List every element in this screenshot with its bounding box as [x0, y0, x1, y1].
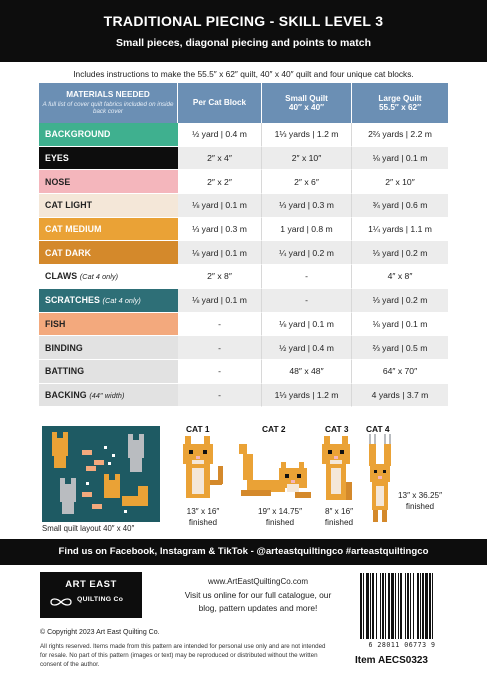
material-small-amount: -: [262, 265, 352, 289]
material-label: CAT DARK: [45, 247, 92, 258]
cat-2-icon: [235, 436, 317, 500]
material-label: FISH: [45, 318, 66, 329]
material-label: CAT LIGHT: [45, 200, 93, 211]
materials-row: [39, 194, 448, 218]
materials-row: [39, 360, 448, 384]
cat-4-size: [388, 490, 452, 512]
material-name: [39, 336, 178, 360]
material-large-amount: 2⅔ yards | 2.2 m: [352, 123, 448, 147]
small-quilt-header: [262, 83, 352, 123]
material-name: [39, 194, 178, 218]
cat-3-size: [318, 506, 360, 528]
cat-2-label: CAT 2: [262, 424, 286, 434]
materials-header-row: [39, 83, 448, 123]
cat-1-size: [175, 506, 231, 528]
large-quilt-size: 55.5″ x 62″: [379, 103, 421, 112]
cat-1-finished: finished: [188, 518, 218, 528]
materials-table: [39, 83, 448, 407]
material-per-amount: 2″ x 8″: [178, 265, 262, 289]
cat-1-label: CAT 1: [186, 424, 210, 434]
materials-row: [39, 384, 448, 408]
cat-3-label: CAT 3: [325, 424, 349, 434]
material-name: [39, 265, 178, 289]
material-small-amount: ½ yard | 0.4 m: [262, 336, 352, 360]
material-small-amount: 1⅓ yards | 1.2 m: [262, 123, 352, 147]
material-per-amount: -: [178, 360, 262, 384]
website-line-2: blog, pattern updates and more!: [198, 603, 318, 614]
material-per-amount: ⅛ yard | 0.1 m: [178, 289, 262, 313]
website-link[interactable]: www.ArtEastQuiltingCo.com: [207, 577, 309, 586]
cat-4-label: CAT 4: [366, 424, 390, 434]
materials-row: [39, 218, 448, 242]
material-large-amount: 4″ x 8″: [352, 265, 448, 289]
small-quilt-layout-image: [42, 426, 160, 522]
cat-3-dimensions: 8″ x 16″: [324, 507, 354, 516]
material-large-amount: 2″ x 10″: [352, 170, 448, 194]
materials-row: [39, 289, 448, 313]
logo-line-2: QUILTING Co: [77, 596, 124, 603]
material-label: SCRATCHES: [45, 295, 100, 306]
material-label: EYES: [45, 153, 69, 164]
material-large-amount: 4 yards | 3.7 m: [352, 384, 448, 408]
material-name: [39, 313, 178, 337]
material-large-amount: ¾ yard | 0.6 m: [352, 194, 448, 218]
logo-line-1: ART EAST: [65, 579, 117, 590]
quilt-layout-icon: [42, 426, 160, 522]
material-per-amount: ⅛ yard | 0.1 m: [178, 241, 262, 265]
cat-4-icon: [364, 434, 396, 526]
material-label: BACKING: [45, 389, 87, 400]
material-large-amount: ⅛ yard | 0.1 m: [352, 313, 448, 337]
material-name: [39, 360, 178, 384]
materials-row: [39, 336, 448, 360]
material-large-amount: 1¼ yards | 1.1 m: [352, 218, 448, 242]
barcode-icon: [358, 573, 448, 641]
material-large-amount: ⅔ yard | 0.5 m: [352, 336, 448, 360]
logo-infinity-icon: [48, 597, 74, 607]
material-per-amount: ⅛ yard | 0.1 m: [178, 194, 262, 218]
material-large-amount: ⅛ yard | 0.1 m: [352, 147, 448, 171]
materials-row: [39, 123, 448, 147]
cat-2-size: [245, 506, 315, 528]
material-name: [39, 218, 178, 242]
material-per-amount: 2″ x 2″: [178, 170, 262, 194]
quilt-layout-caption: Small quilt layout 40″ x 40″: [42, 524, 135, 533]
material-label: NOSE: [45, 176, 71, 187]
barcode-number: 6 28011 06773 9: [368, 641, 436, 649]
materials-row: [39, 265, 448, 289]
copyright-text: © Copyright 2023 Art East Quilting Co.: [40, 629, 160, 636]
material-small-amount: 2″ x 6″: [262, 170, 352, 194]
materials-row: [39, 241, 448, 265]
materials-header-label: MATERIALS NEEDED: [66, 90, 150, 100]
material-per-amount: -: [178, 336, 262, 360]
pattern-title: TRADITIONAL PIECING - SKILL LEVEL 3: [103, 13, 384, 29]
material-note: (44″ width): [89, 390, 125, 400]
material-name: [39, 289, 178, 313]
cat-3-icon: [320, 436, 356, 502]
materials-row: [39, 147, 448, 171]
rights-text: All rights reserved. Items made from this pattern are intended for personal use only and are not intended for resale. No part of this pattern (images or text) may be reproduced or distributed without the written consent of the author.: [40, 643, 326, 668]
material-name: [39, 384, 178, 408]
intro-text: Includes instructions to make the 55.5″ x 62″ quilt, 40″ x 40″ quilt and four unique cat blocks.: [73, 69, 414, 79]
website-line-1: Visit us online for our full catalogue, our: [184, 589, 332, 600]
cat-2-dimensions: 19″ x 14.75″: [257, 507, 303, 516]
material-label: BATTING: [45, 366, 85, 377]
material-large-amount: 64″ x 70″: [352, 360, 448, 384]
materials-header: [39, 83, 178, 123]
pattern-subtitle: Small pieces, diagonal piecing and points to match: [116, 37, 371, 49]
material-per-amount: -: [178, 384, 262, 408]
material-large-amount: ⅓ yard | 0.2 m: [352, 241, 448, 265]
cat-2-finished: finished: [265, 518, 295, 528]
cat-1-dimensions: 13″ x 16″: [186, 507, 220, 516]
social-bar: Find us on Facebook, Instagram & TikTok - @arteastquiltingco #arteastquiltingco: [0, 539, 487, 565]
material-label: BINDING: [45, 342, 83, 353]
per-block-header: Per Cat Block: [178, 83, 262, 123]
brand-logo: [40, 572, 142, 618]
material-note: (Cat 4 only): [79, 272, 119, 282]
material-small-amount: 48″ x 48″: [262, 360, 352, 384]
material-small-amount: -: [262, 289, 352, 313]
material-label: BACKGROUND: [45, 129, 111, 140]
materials-row: [39, 313, 448, 337]
material-small-amount: 1 yard | 0.8 m: [262, 218, 352, 242]
materials-row: [39, 170, 448, 194]
large-quilt-label: Large Quilt: [378, 93, 422, 103]
material-per-amount: -: [178, 313, 262, 337]
page-header: [0, 0, 487, 62]
material-name: [39, 170, 178, 194]
material-note: (Cat 4 only): [102, 296, 141, 306]
materials-header-note: A full list of cover quilt fabrics included on inside back cover: [42, 100, 174, 116]
material-small-amount: ¼ yard | 0.2 m: [262, 241, 352, 265]
large-quilt-header: [352, 83, 448, 123]
website-block: [180, 576, 336, 616]
material-per-amount: ½ yard | 0.4 m: [178, 123, 262, 147]
material-name: [39, 147, 178, 171]
cat-3-finished: finished: [324, 518, 354, 528]
material-large-amount: ⅓ yard | 0.2 m: [352, 289, 448, 313]
item-number: Item AECS0323: [355, 655, 428, 666]
material-per-amount: 2″ x 4″: [178, 147, 262, 171]
material-small-amount: 1⅓ yards | 1.2 m: [262, 384, 352, 408]
cat-1-icon: [180, 436, 226, 500]
material-small-amount: ⅛ yard | 0.1 m: [262, 313, 352, 337]
small-quilt-size: 40″ x 40″: [288, 103, 325, 112]
material-per-amount: ⅓ yard | 0.3 m: [178, 218, 262, 242]
material-small-amount: 2″ x 10″: [262, 147, 352, 171]
materials-body: [39, 123, 448, 407]
cat-4-finished: finished: [405, 502, 435, 512]
material-label: CLAWS: [45, 271, 78, 282]
material-small-amount: ⅓ yard | 0.3 m: [262, 194, 352, 218]
material-name: [39, 123, 178, 147]
small-quilt-label: Small Quilt: [285, 93, 328, 103]
material-label: CAT MEDIUM: [45, 224, 102, 235]
material-name: [39, 241, 178, 265]
cat-4-dimensions: 13″ x 36.25″: [397, 491, 443, 500]
